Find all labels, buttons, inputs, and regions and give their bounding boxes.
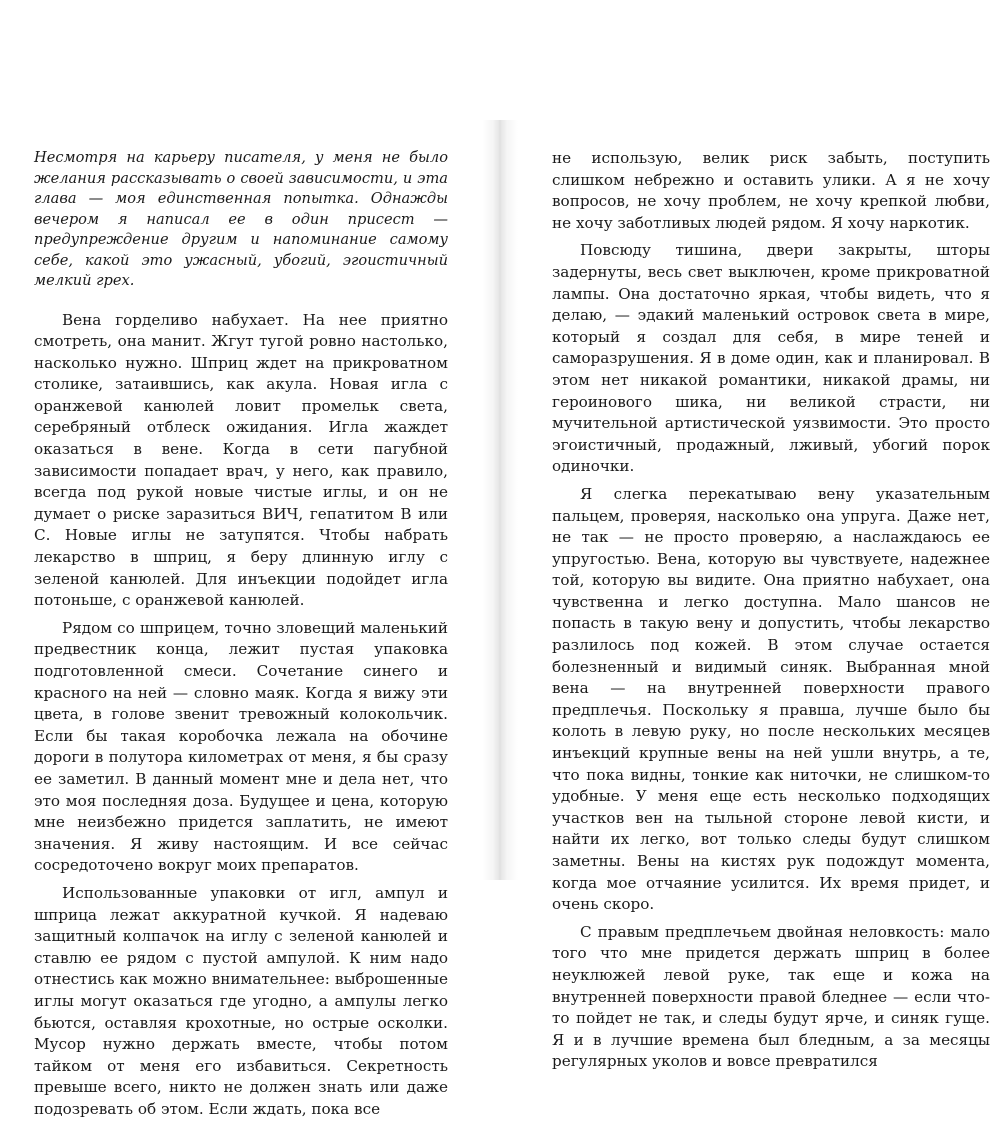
paragraph: С правым предплечьем двойная неловкость: мало того что мне придется держать шприц в более неуклюжей левой руке, так еще и кожа на внутренней поверхности правой бледнее — если что-то пойдет не так, и следы будут ярче, и синяк гуще. Я и в лучшие времена был бледным, а за месяцы регулярных уколов и вовсе превратился [552,922,990,1071]
paragraph-continuation: не использую, велик риск забыть, поступить слишком небрежно и оставить улики. А я не хочу вопросов, не хочу проблем, не хочу крепкой любви, не хочу заботливых людей рядом. Я хочу наркотик. [552,149,990,232]
paragraph: Рядом со шприцем, точно зловещий маленький предвестник конца, лежит пустая упаковка подготовленной смеси. Сочетание синего и красного на ней — словно маяк. Когда я вижу эти цвета, в голове звенит тревожный колокольчик. Если бы такая коробочка лежала на обочине дороги в полутора километрах от меня, я бы сразу ее заметил. В данный момент мне и дела нет, что это моя последняя доза. Будущее и цена, которую мне неизбежно придется заплатить, не имеют значения. Я живу настоящим. И все сейчас сосредоточено вокруг моих препаратов. [34,618,448,875]
book-gutter-shadow [482,120,518,880]
left-page [0,0,496,1118]
paragraph: Использованные упаковки от игл, ампул и шприца лежат аккуратной кучкой. Я надеваю защитный колпачок на иглу с зеленой канюлей и ставлю ее рядом с пустой ампулой. К ним надо отнестись как можно внимательнее: выброшенные иглы могут оказаться где угодно, а ампулы легко бьются, оставляя крохотные, но острые осколки. Мусор нужно держать вместе, чтобы потом тайком от меня его избавиться. Секретность превыше всего, никто не должен знать или даже подозревать об этом. Если ждать, пока все [34,883,448,1118]
paragraph: Я слегка перекатываю вену указательным пальцем, проверяя, насколько она упруга. Даже нет, не так — не просто проверяю, а наслаждаюсь ее упругостью. Вена, которую вы чувствуете, надежнее той, которую вы видите. Она приятно набухает, она чувственна и легко доступна. Мало шансов не попасть в такую вену и допустить, чтобы лекарство разлилось под кожей. В этом случае остается болезненный и видимый синяк. Выбранная мной вена — на внутренней поверхности правого предплечья. Поскольку я правша, лучше было бы колоть в левую руку, но после нескольких месяцев инъекций крупные вены на ней ушли внутрь, а те, что пока видны, тонкие как ниточки, не слишком-то удобные. У меня еще есть несколько подходящих участков вен на тыльной стороне левой кисти, и найти их легко, вот только следы будут слишком заметны. Вены на кистях рук подождут момента, когда мое отчаяние усилится. Их время придет, и очень скоро. [552,484,990,914]
left-page-text [34,148,448,1126]
epigraph: Несмотря на карьеру писателя, у меня не было желания рассказывать о своей зависимости, и эта глава — моя единственная попытка. Однажды вечером я написал ее в один присест — предупреждение другим и напоминание самому себе, какой это ужасный, убогий, эгоистичный мелкий грех. [34,149,448,289]
right-page [504,0,1000,1071]
right-page-text [552,148,990,1079]
paragraph: Вена горделиво набухает. На нее приятно смотреть, она манит. Жгут тугой ровно настолько, насколько нужно. Шприц ждет на прикроватном столике, затаившись, как акула. Новая игла с оранжевой канюлей ловит промельк света, серебряный отблеск ожидания. Игла жаждет оказаться в вене. Когда в сети пагубной зависимости попадает врач, у него, как правило, всегда под рукой новые чистые иглы, и он не думает о риске заразиться ВИЧ, гепатитом В или С. Новые иглы не затупятся. Чтобы набрать лекарство в шприц, я беру длинную иглу с зеленой канюлей. Для инъекции подойдет игла потоньше, с оранжевой канюлей. [34,310,448,610]
paragraph: Повсюду тишина, двери закрыты, шторы задернуты, весь свет выключен, кроме прикроватной лампы. Она достаточно яркая, чтобы видеть, что я делаю, — эдакий маленький островок света в мире, который я создал для себя, в мире теней и саморазрушения. Я в доме один, как и планировал. В этом нет никакой романтики, никакой драмы, ни героинового шика, ни великой страсти, ни мучительной артистической уязвимости. Это просто эгоистичный, продажный, лживый, убогий порок одиночки. [552,241,990,476]
